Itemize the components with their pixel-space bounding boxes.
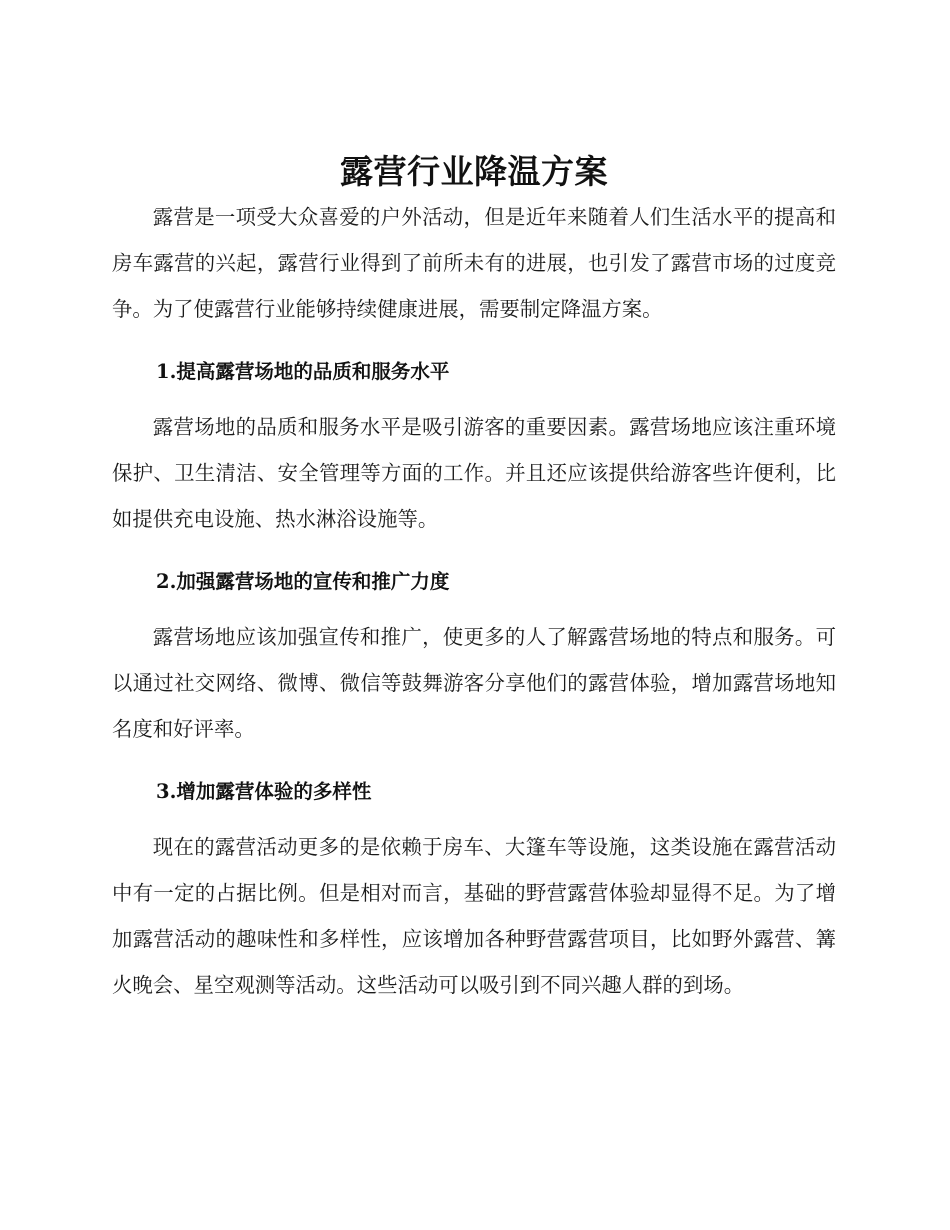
section-title-3: 增加露营体验的多样性 <box>176 780 372 803</box>
section-number-3: 3. <box>156 780 177 803</box>
section-number-2: 2. <box>156 570 177 593</box>
document-content <box>112 150 836 1008</box>
section-heading-1 <box>112 358 836 386</box>
section-paragraph-1: 露营场地的品质和服务水平是吸引游客的重要因素。露营场地应该注重环境保护、卫生清洁、安全管理等方面的工作。并且还应该提供给游客些许便利，比如提供充电设施、热水淋浴设施等。 <box>112 415 836 531</box>
section-title-2: 加强露营场地的宣传和推广力度 <box>176 570 450 593</box>
intro-paragraph: 露营是一项受大众喜爱的户外活动，但是近年来随着人们生活水平的提高和房车露营的兴起，露营行业得到了前所未有的进展，也引发了露营市场的过度竞争。为了使露营行业能够持续健康进展，需要制定降温方案。 <box>112 205 836 321</box>
section-heading-2 <box>112 568 836 596</box>
section-heading-3 <box>112 778 836 806</box>
section-number-1: 1. <box>156 360 177 383</box>
section-paragraph-3: 现在的露营活动更多的是依赖于房车、大篷车等设施，这类设施在露营活动中有一定的占据比例。但是相对而言，基础的野营露营体验却显得不足。为了增加露营活动的趣味性和多样性，应该增加各种野营露营项目，比如野外露营、篝火晚会、星空观测等活动。这些活动可以吸引到不同兴趣人群的到场。 <box>112 835 836 997</box>
document-title: 露营行业降温方案 <box>340 152 608 191</box>
section-title-1: 提高露营场地的品质和服务水平 <box>176 360 450 383</box>
section-paragraph-2: 露营场地应该加强宣传和推广，使更多的人了解露营场地的特点和服务。可以通过社交网络、微博、微信等鼓舞游客分享他们的露营体验，增加露营场地知名度和好评率。 <box>112 625 836 741</box>
